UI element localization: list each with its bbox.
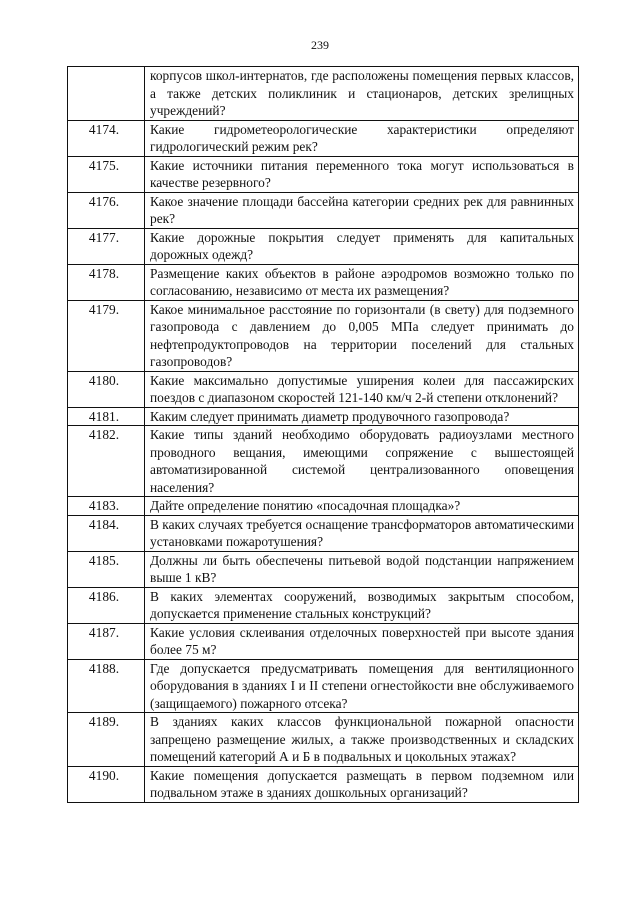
table-row <box>68 300 579 371</box>
question-text: Должны ли быть обеспечены питьевой водой подстанции напряжением выше 1 кВ? <box>145 551 579 587</box>
question-number: 4179. <box>68 300 145 371</box>
questions-table <box>67 66 579 803</box>
question-text: Каким следует принимать диаметр продувочного газопровода? <box>145 407 579 426</box>
question-text: Какие максимально допустимые уширения колеи для пассажирских поездов с диапазоном скоростей 121-140 км/ч 2-й степени отклонений? <box>145 371 579 407</box>
table-row <box>68 713 579 767</box>
table-row <box>68 515 579 551</box>
question-number: 4187. <box>68 623 145 659</box>
table-row <box>68 120 579 156</box>
table-row <box>68 67 579 121</box>
table-row <box>68 371 579 407</box>
question-text: Какие условия склеивания отделочных поверхностей при высоте здания более 75 м? <box>145 623 579 659</box>
table-row <box>68 623 579 659</box>
question-number: 4181. <box>68 407 145 426</box>
question-text: В зданиях каких классов функциональной пожарной опасности запрещено размещение жилых, а также производственных и складских помещений категорий А и Б в подвальных и цокольных этажах? <box>145 713 579 767</box>
question-text: Какие источники питания переменного тока могут использоваться в качестве резервного? <box>145 156 579 192</box>
question-text: корпусов школ-интернатов, где расположены помещения первых классов, а также детских поликлиник и стационаров, детских зрелищных учреждений? <box>145 67 579 121</box>
question-number <box>68 67 145 121</box>
question-text: Где допускается предусматривать помещения для вентиляционного оборудования в зданиях I и II степени огнестойкости вне обслуживаемого (защищаемого) пожарного отсека? <box>145 659 579 713</box>
question-number: 4180. <box>68 371 145 407</box>
question-text: Дайте определение понятию «посадочная площадка»? <box>145 497 579 516</box>
question-text: Какое значение площади бассейна категории средних рек для равнинных рек? <box>145 192 579 228</box>
question-number: 4175. <box>68 156 145 192</box>
table-row <box>68 407 579 426</box>
table-row <box>68 551 579 587</box>
question-number: 4182. <box>68 426 145 497</box>
table-row <box>68 264 579 300</box>
table-row <box>68 587 579 623</box>
table-row <box>68 497 579 516</box>
question-number: 4185. <box>68 551 145 587</box>
question-number: 4178. <box>68 264 145 300</box>
question-text: Какие помещения допускается размещать в первом подземном или подвальном этаже в зданиях дошкольных организаций? <box>145 766 579 802</box>
table-row <box>68 156 579 192</box>
question-number: 4176. <box>68 192 145 228</box>
question-text: Какие типы зданий необходимо оборудовать радиоузлами местного проводного вещания, имеющими сопряжение с вышестоящей автоматизированной системой централизованного оповещения населения? <box>145 426 579 497</box>
question-number: 4183. <box>68 497 145 516</box>
questions-table-body <box>68 67 579 803</box>
question-number: 4190. <box>68 766 145 802</box>
question-number: 4189. <box>68 713 145 767</box>
question-number: 4186. <box>68 587 145 623</box>
question-number: 4184. <box>68 515 145 551</box>
table-row <box>68 192 579 228</box>
table-row <box>68 228 579 264</box>
question-number: 4174. <box>68 120 145 156</box>
question-text: Какое минимальное расстояние по горизонтали (в свету) для подземного газопровода с давлением до 0,005 МПа следует принимать до нефтепродуктопроводов на территории поселений для стальных газопроводов? <box>145 300 579 371</box>
question-text: Какие дорожные покрытия следует применять для капитальных дорожных одежд? <box>145 228 579 264</box>
table-row <box>68 766 579 802</box>
question-text: В каких случаях требуется оснащение трансформаторов автоматическими установками пожаротушения? <box>145 515 579 551</box>
question-text: В каких элементах сооружений, возводимых закрытым способом, допускается применение стальных конструкций? <box>145 587 579 623</box>
question-number: 4177. <box>68 228 145 264</box>
table-row <box>68 659 579 713</box>
page-number: 239 <box>311 38 329 52</box>
table-row <box>68 426 579 497</box>
question-text: Какие гидрометеорологические характеристики определяют гидрологический режим рек? <box>145 120 579 156</box>
question-text: Размещение каких объектов в районе аэродромов возможно только по согласованию, независимо от места их размещения? <box>145 264 579 300</box>
question-number: 4188. <box>68 659 145 713</box>
